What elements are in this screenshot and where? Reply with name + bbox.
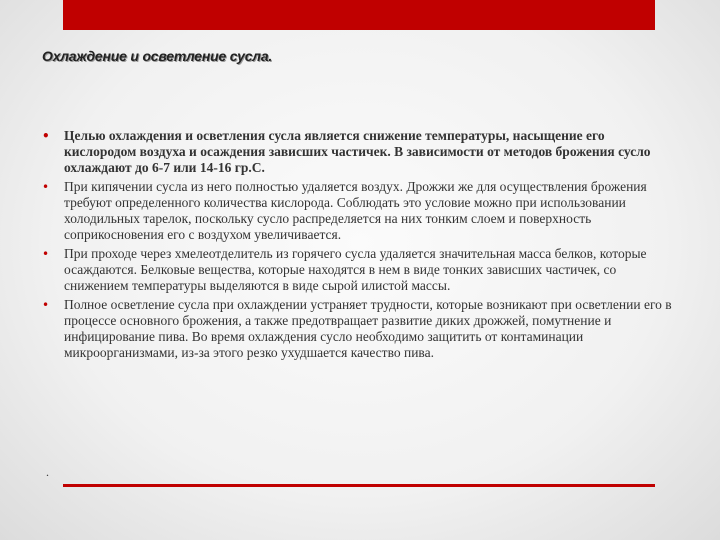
bullet-text: Целью охлаждения и осветления сусла является снижение температуры, насыщение его кислородом воздуха и осаждения зависших частичек. В зависимости от методов брожения сусло охлаждают до 6-7 или 14-16 гр.С. [64,128,651,175]
bullet-item [42,128,678,176]
bullet-text: При проходе через хмелеотделитель из горячего сусла удаляется значительная масса белков, которые осаждаются. Белковые вещества, которые находятся в нем в виде тонких зависших частичек, со снижением температуры выделяются в виде сырой илистой массы. [64,246,647,293]
bullet-icon: • [42,298,50,312]
trailing-mark: . [46,465,49,479]
bullet-icon: • [42,247,50,261]
bullet-icon: • [42,129,50,143]
bullet-text: Полное осветление сусла при охлаждении устраняет трудности, которые возникают при осветлении его в процессе основного брожения, а также предотвращает развитие диких дрожжей, помутнение и инфицирование пива. Во время охлаждения сусло необходимо защитить от контаминации микроорганизмами, из-за этого резко ухудшается качество пива. [64,297,672,360]
bullet-item [42,246,678,294]
slide-title: Охлаждение и осветление сусла. [42,48,273,64]
bullet-icon: • [42,180,50,194]
bullet-text: При кипячении сусла из него полностью удаляется воздух. Дрожжи же для осуществления брожения требуют определенного количества кислорода. Соблюдать это условие можно при использовании холодильных тарелок, поскольку сусло распределяется на них тонким слоем и поверхность соприкосновения его с воздухом увеличивается. [64,179,647,242]
bottom-accent-line [63,484,655,487]
bullet-item [42,179,678,243]
top-accent-bar [63,0,655,30]
bullet-list [42,128,678,364]
bullet-item [42,297,678,361]
